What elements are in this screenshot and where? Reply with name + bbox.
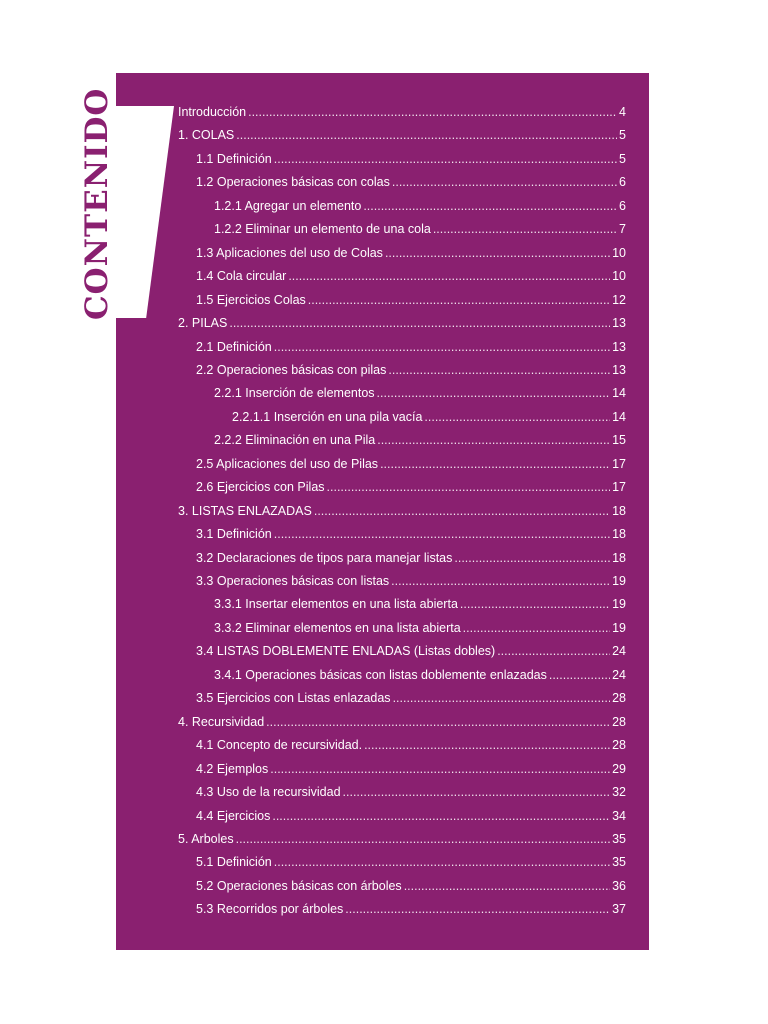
toc-entry-page-number: 10 bbox=[612, 245, 626, 260]
toc-entry[interactable] bbox=[196, 477, 626, 497]
toc-entry-label: 2.2.1 Inserción de elementos bbox=[214, 386, 375, 401]
toc-entry-label: 1. COLAS bbox=[178, 128, 235, 143]
toc-entry-label: 5.1 Definición bbox=[196, 855, 272, 870]
toc-dot-leader bbox=[343, 782, 611, 802]
toc-entry-label: 2.6 Ejercicios con Pilas bbox=[196, 480, 325, 495]
toc-entry-page-number: 37 bbox=[612, 902, 626, 917]
toc-entry[interactable] bbox=[214, 219, 626, 239]
toc-dot-leader bbox=[393, 688, 611, 708]
toc-entry-label: 2.1 Definición bbox=[196, 339, 272, 354]
toc-entry[interactable] bbox=[196, 571, 626, 591]
toc-entry-label: 3.3.1 Insertar elementos en una lista abierta bbox=[214, 597, 458, 612]
toc-entry[interactable] bbox=[214, 665, 626, 685]
page-title: CONTENIDO bbox=[79, 87, 115, 320]
toc-dot-leader bbox=[345, 899, 610, 919]
toc-entry[interactable] bbox=[178, 125, 626, 145]
toc-entry-page-number: 14 bbox=[612, 409, 626, 424]
toc-entry-label: 2.5 Aplicaciones del uso de Pilas bbox=[196, 456, 379, 471]
toc-dot-leader bbox=[308, 290, 610, 310]
toc-dot-leader bbox=[248, 102, 617, 122]
toc-entry[interactable] bbox=[196, 759, 626, 779]
toc-entry-label: 3.1 Definición bbox=[196, 527, 272, 542]
toc-entry-page-number: 15 bbox=[612, 433, 626, 448]
toc-entry-label: 3.4.1 Operaciones básicas con listas doblemente enlazadas bbox=[214, 667, 547, 682]
toc-entry-label: 3.3 Operaciones básicas con listas bbox=[196, 574, 390, 588]
toc-entry-page-number: 19 bbox=[612, 574, 626, 588]
toc-entry[interactable] bbox=[214, 430, 626, 450]
toc-entry[interactable] bbox=[196, 641, 626, 661]
toc-entry-label: 3.5 Ejercicios con Listas enlazadas bbox=[196, 691, 391, 706]
toc-entry[interactable] bbox=[196, 548, 626, 568]
toc-entry-label: 3.3.2 Eliminar elementos en una lista abierta bbox=[214, 620, 461, 635]
toc-entry-page-number: 32 bbox=[612, 785, 626, 800]
toc-entry-label: 2.2.2 Eliminación en una Pila bbox=[214, 433, 376, 448]
toc-dot-leader bbox=[388, 360, 610, 380]
toc-entry-page-number: 19 bbox=[612, 620, 626, 635]
toc-entry[interactable] bbox=[196, 454, 626, 474]
toc-entry[interactable] bbox=[214, 618, 626, 638]
toc-entry-label: 1.2.1 Agregar un elemento bbox=[214, 198, 362, 213]
toc-entry-page-number: 34 bbox=[612, 808, 626, 823]
toc-entry-page-number: 18 bbox=[612, 503, 626, 518]
toc-dot-leader bbox=[424, 407, 610, 427]
toc-dot-leader bbox=[236, 125, 617, 145]
toc-entry[interactable] bbox=[196, 688, 626, 708]
toc-entry-page-number: 14 bbox=[612, 386, 626, 401]
toc-entry-label: 2.2 Operaciones básicas con pilas bbox=[196, 362, 387, 377]
toc-entry-label: 3.2 Declaraciones de tipos para manejar listas bbox=[196, 550, 453, 565]
toc-dot-leader bbox=[385, 243, 610, 263]
toc-entry[interactable] bbox=[178, 501, 626, 521]
toc-entry[interactable] bbox=[196, 360, 626, 380]
toc-dot-leader bbox=[433, 219, 617, 239]
toc-dot-leader bbox=[454, 548, 610, 568]
toc-dot-leader bbox=[377, 383, 611, 403]
toc-entry[interactable] bbox=[214, 196, 626, 216]
toc-entry-page-number: 6 bbox=[619, 175, 626, 190]
toc-dot-leader bbox=[549, 665, 610, 685]
toc-entry-label: 4.2 Ejemplos bbox=[196, 761, 269, 776]
toc-entry-label: 1.1 Definición bbox=[196, 151, 272, 166]
toc-entry-label: 3. LISTAS ENLAZADAS bbox=[178, 503, 312, 518]
toc-entry-label: 1.5 Ejercicios Colas bbox=[196, 292, 306, 307]
toc-dot-leader bbox=[272, 806, 610, 826]
toc-dot-leader bbox=[274, 337, 610, 357]
toc-entry-page-number: 12 bbox=[612, 292, 626, 307]
toc-dot-leader bbox=[460, 594, 610, 614]
toc-dot-leader bbox=[236, 829, 611, 849]
toc-entry-page-number: 29 bbox=[612, 761, 626, 776]
toc-entry-page-number: 35 bbox=[612, 855, 626, 870]
toc-entry-page-number: 5 bbox=[619, 128, 626, 143]
toc-entry-page-number: 17 bbox=[612, 456, 626, 471]
toc-entry-page-number: 6 bbox=[619, 198, 626, 213]
toc-entry[interactable] bbox=[196, 852, 626, 872]
toc-dot-leader bbox=[327, 477, 611, 497]
toc-entry-page-number: 28 bbox=[612, 691, 626, 706]
toc-dot-leader bbox=[497, 641, 610, 661]
toc-dot-leader bbox=[274, 524, 610, 544]
toc-entry-label: 4.1 Concepto de recursividad. bbox=[196, 738, 363, 753]
toc-entry-page-number: 24 bbox=[612, 667, 626, 682]
toc-entry-page-number: 19 bbox=[612, 597, 626, 612]
toc-dot-leader bbox=[391, 571, 610, 591]
toc-entry[interactable] bbox=[196, 266, 626, 286]
toc-dot-leader bbox=[380, 454, 610, 474]
toc-entry-page-number: 36 bbox=[612, 878, 626, 893]
toc-entry-page-number: 24 bbox=[612, 644, 626, 659]
toc-entry-label: 3.4 LISTAS DOBLEMENTE ENLADAS (Listas dobles) bbox=[196, 644, 496, 659]
toc-dot-leader bbox=[288, 266, 610, 286]
toc-entry-page-number: 18 bbox=[612, 527, 626, 542]
toc-dot-leader bbox=[229, 313, 610, 333]
toc-entry[interactable] bbox=[196, 735, 626, 755]
toc-dot-leader bbox=[266, 712, 610, 732]
toc-entry-label: 4.3 Uso de la recursividad bbox=[196, 785, 341, 800]
toc-dot-leader bbox=[392, 172, 617, 192]
toc-dot-leader bbox=[274, 852, 610, 872]
toc-entry-label: 4.4 Ejercicios bbox=[196, 808, 271, 823]
toc-entry-page-number: 5 bbox=[619, 151, 626, 166]
toc-entry-label: 2.2.1.1 Inserción en una pila vacía bbox=[232, 409, 423, 424]
toc-entry[interactable] bbox=[196, 290, 626, 310]
toc-entry[interactable] bbox=[214, 383, 626, 403]
toc-entry-label: 1.2 Operaciones básicas con colas bbox=[196, 175, 390, 190]
toc-entry-page-number: 13 bbox=[612, 316, 626, 331]
toc-dot-leader bbox=[270, 759, 610, 779]
toc-entry-label: 5. Arboles bbox=[178, 831, 234, 846]
toc-entry[interactable] bbox=[214, 594, 626, 614]
toc-entry[interactable] bbox=[178, 313, 626, 333]
toc-entry-label: 1.4 Cola circular bbox=[196, 269, 287, 284]
toc-dot-leader bbox=[404, 876, 610, 896]
toc-entry-label: 5.3 Recorridos por árboles bbox=[196, 902, 344, 917]
toc-entry-page-number: 13 bbox=[612, 362, 626, 377]
toc-entry-page-number: 7 bbox=[619, 222, 626, 237]
toc-entry[interactable] bbox=[196, 524, 626, 544]
toc-entry[interactable] bbox=[196, 243, 626, 263]
toc-entry-page-number: 28 bbox=[612, 714, 626, 729]
toc-entry[interactable] bbox=[196, 876, 626, 896]
toc-entry[interactable] bbox=[178, 712, 626, 732]
toc-entry-label: 4. Recursividad bbox=[178, 714, 265, 729]
toc-entry-page-number: 17 bbox=[612, 480, 626, 495]
toc-entry[interactable] bbox=[196, 806, 626, 826]
toc-dot-leader bbox=[314, 501, 610, 521]
toc-entry[interactable] bbox=[196, 899, 626, 919]
toc-entry-page-number: 10 bbox=[612, 269, 626, 284]
toc-entry-page-number: 28 bbox=[612, 738, 626, 753]
toc-dot-leader bbox=[463, 618, 610, 638]
toc-entry[interactable] bbox=[178, 829, 626, 849]
toc-entry-label: 2. PILAS bbox=[178, 316, 228, 331]
toc-dot-leader bbox=[274, 149, 617, 169]
toc-entry[interactable] bbox=[196, 149, 626, 169]
toc-entry-page-number: 35 bbox=[612, 831, 626, 846]
toc-dot-leader bbox=[363, 196, 617, 216]
toc-dot-leader bbox=[364, 735, 610, 755]
toc-entry[interactable] bbox=[196, 337, 626, 357]
toc-entry-page-number: 13 bbox=[612, 339, 626, 354]
toc-entry-label: 5.2 Operaciones básicas con árboles bbox=[196, 878, 402, 893]
toc-entry[interactable] bbox=[196, 172, 626, 192]
toc-entry-page-number: 4 bbox=[619, 105, 626, 119]
toc-entry-page-number: 18 bbox=[612, 550, 626, 565]
toc-entry[interactable] bbox=[178, 102, 626, 122]
toc-entry-label: 1.3 Aplicaciones del uso de Colas bbox=[196, 245, 383, 260]
toc-entry[interactable] bbox=[232, 407, 626, 427]
toc-entry-label: Introducción bbox=[178, 105, 247, 119]
toc-entry-label: 1.2.2 Eliminar un elemento de una cola bbox=[214, 222, 431, 237]
toc-entry[interactable] bbox=[196, 782, 626, 802]
toc-dot-leader bbox=[377, 430, 610, 450]
